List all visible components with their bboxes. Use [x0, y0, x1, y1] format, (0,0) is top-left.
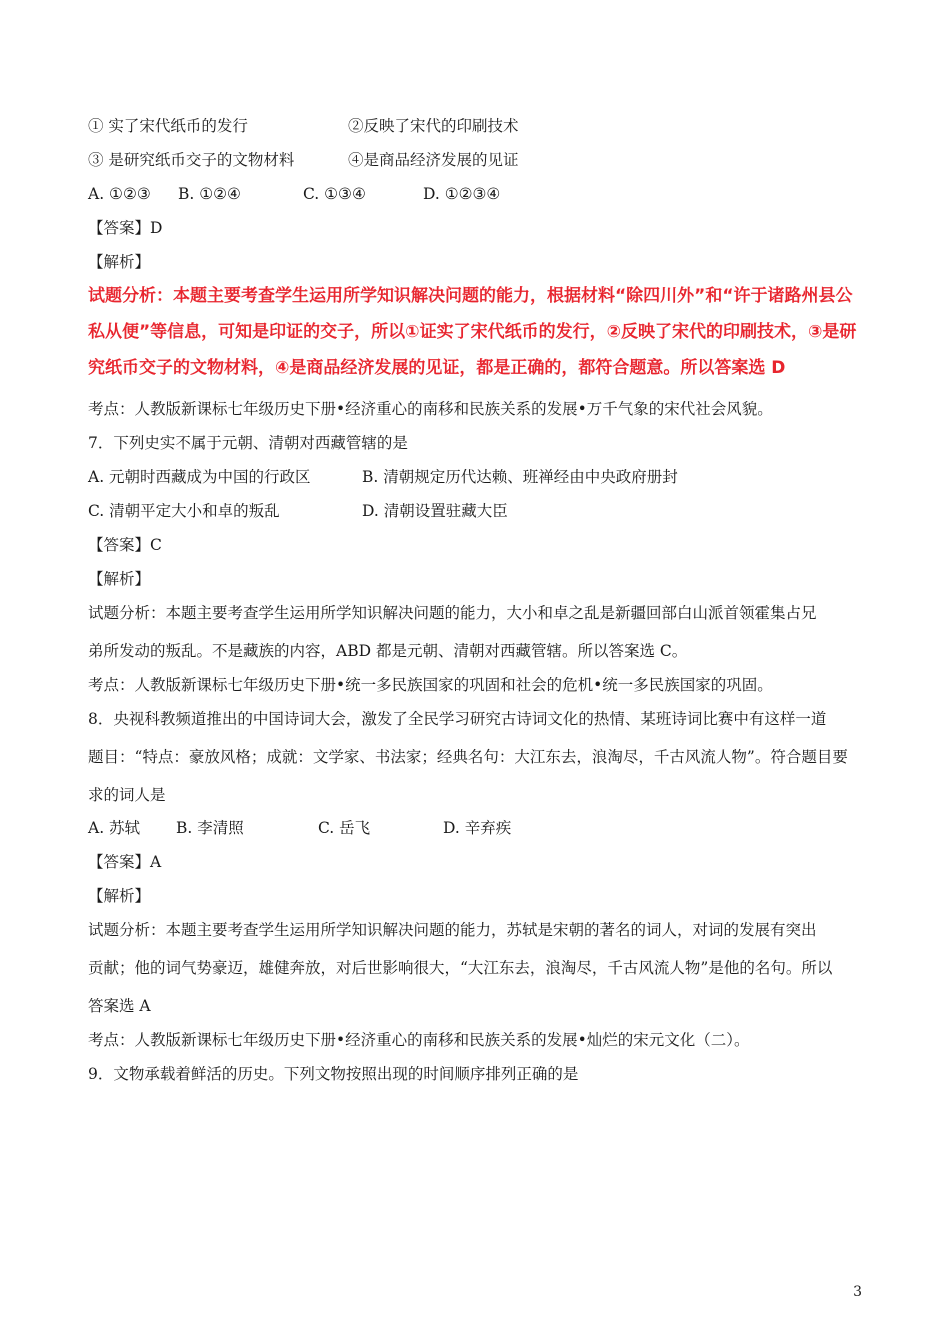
- q7-analysis-line-2: 弟所发动的叛乱。不是藏族的内容，ABD 都是元朝、清朝对西藏管辖。所以答案选 C。: [88, 642, 688, 660]
- q8-stem-line-2: 题目：“特点：豪放风格；成就：文学家、书法家；经典名句：大江东去，浪淘尽，千古风流人物”。符合题目要: [88, 748, 848, 766]
- q6-analysis-line-1: 试题分析：本题主要考查学生运用所学知识解决问题的能力，根据材料“除四川外”和“许于诸路州县公: [88, 286, 853, 306]
- q6-statement-2: ②反映了宋代的印刷技术: [348, 117, 519, 135]
- q6-statement-1: ① 实了宋代纸币的发行: [88, 117, 248, 135]
- q8-choice-b: B. 李清照: [176, 819, 244, 837]
- q6-choice-d: D. ①②③④: [423, 185, 501, 203]
- q7-choice-b: B. 清朝规定历代达赖、班禅经由中央政府册封: [362, 468, 678, 486]
- q8-stem-line-3: 求的词人是: [88, 786, 166, 804]
- q6-point: 考点：人教版新课标七年级历史下册•经济重心的南移和民族关系的发展•万千气象的宋代社会风貌。: [88, 400, 773, 418]
- q7-choice-a: A. 元朝时西藏成为中国的行政区: [88, 468, 311, 486]
- q8-stem-line-1: 8．央视科教频道推出的中国诗词大会，激发了全民学习研究古诗词文化的热情、某班诗词比赛中有这样一道: [88, 710, 827, 728]
- q6-statement-4: ④是商品经济发展的见证: [348, 151, 519, 169]
- q6-analysis-heading: 【解析】: [88, 253, 151, 271]
- q6-statement-3: ③ 是研究纸币交子的文物材料: [88, 151, 295, 169]
- q6-choice-b: B. ①②④: [178, 185, 241, 203]
- q8-answer: 【答案】A: [88, 853, 162, 871]
- q7-choice-c: C. 清朝平定大小和卓的叛乱: [88, 502, 280, 520]
- q8-analysis-line-3: 答案选 A: [88, 997, 151, 1015]
- q7-choice-d: D. 清朝设置驻藏大臣: [362, 502, 508, 520]
- q9-stem: 9．文物承载着鲜活的历史。下列文物按照出现的时间顺序排列正确的是: [88, 1065, 579, 1083]
- q6-choice-a: A. ①②③: [88, 185, 151, 203]
- q6-analysis-line-2: 私从便”等信息，可知是印证的交子，所以①证实了宋代纸币的发行，②反映了宋代的印刷技术，③是研: [88, 322, 857, 342]
- q7-stem: 7．下列史实不属于元朝、清朝对西藏管辖的是: [88, 434, 408, 452]
- q8-analysis-line-1: 试题分析：本题主要考查学生运用所学知识解决问题的能力，苏轼是宋朝的著名的词人，对词的发展有突出: [88, 921, 817, 939]
- q6-analysis-line-3: 究纸币交子的文物材料，④是商品经济发展的见证，都是正确的，都符合题意。所以答案选 D: [88, 358, 786, 378]
- q7-analysis-line-1: 试题分析：本题主要考查学生运用所学知识解决问题的能力，大小和卓之乱是新疆回部白山派首领霍集占兄: [88, 604, 817, 622]
- q7-point: 考点：人教版新课标七年级历史下册•统一多民族国家的巩固和社会的危机•统一多民族国家的巩固。: [88, 676, 773, 694]
- q8-analysis-line-2: 贡献；他的词气势豪迈，雄健奔放，对后世影响很大，“大江东去，浪淘尽，千古风流人物”是他的名句。所以: [88, 959, 833, 977]
- q7-answer: 【答案】C: [88, 536, 162, 554]
- q7-analysis-heading: 【解析】: [88, 570, 151, 588]
- q8-choice-c: C. 岳飞: [318, 819, 371, 837]
- q8-choice-d: D. 辛弃疾: [443, 819, 512, 837]
- q6-choice-c: C. ①③④: [303, 185, 366, 203]
- page-number: 3: [853, 1284, 862, 1300]
- q8-point: 考点：人教版新课标七年级历史下册•经济重心的南移和民族关系的发展•灿烂的宋元文化（二）。: [88, 1031, 750, 1049]
- q8-analysis-heading: 【解析】: [88, 887, 151, 905]
- q6-answer: 【答案】D: [88, 219, 163, 237]
- q8-choice-a: A. 苏轼: [88, 819, 141, 837]
